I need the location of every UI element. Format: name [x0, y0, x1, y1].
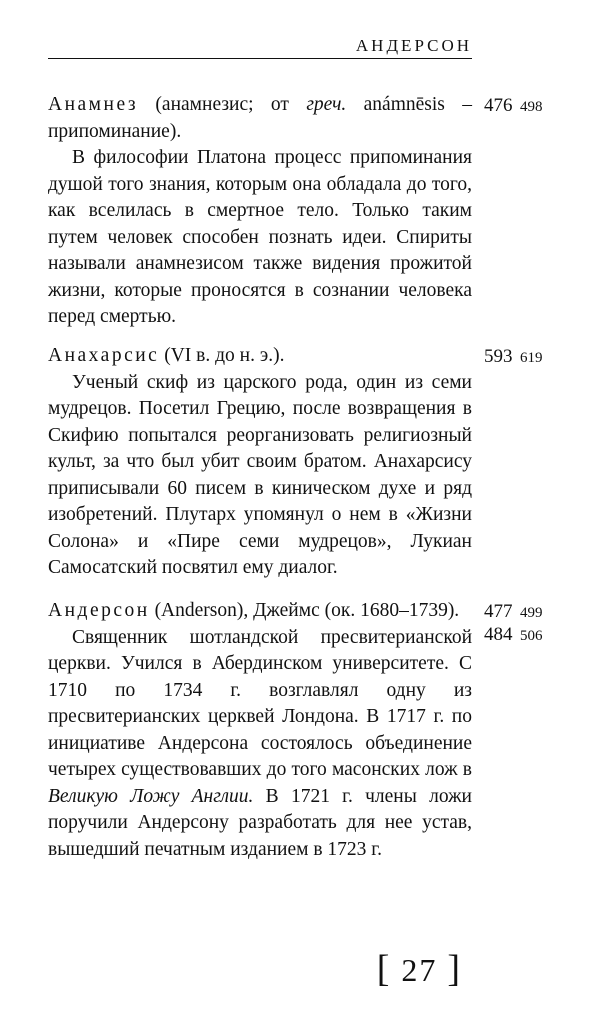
- entry-head-text: (анамнезис; от: [138, 94, 307, 115]
- entry-head: [48, 92, 472, 145]
- entry-head-text: (Anderson), Джеймс (ок. 1680–1739).: [149, 600, 460, 621]
- page-number: [377, 947, 462, 991]
- page-refs: [484, 601, 584, 647]
- ref-row: [484, 95, 584, 118]
- entry-head-text: (VI в. до н. э.).: [159, 345, 285, 366]
- entry-head: [48, 343, 472, 370]
- entry-headword: Анахарсис: [48, 345, 160, 366]
- entry-headword: Андерсон: [48, 600, 150, 621]
- folio-bracket-open: [: [376, 948, 392, 990]
- entry-anamnez: [48, 92, 472, 331]
- entry-body: [48, 625, 472, 864]
- ref-secondary: 619: [520, 350, 543, 366]
- entry-head-italic: греч.: [306, 94, 347, 115]
- ref-row: [484, 624, 584, 647]
- ref-primary: 484: [484, 624, 513, 645]
- folio-number: 27: [401, 952, 438, 988]
- entry-headword: Анамнез: [48, 94, 139, 115]
- entry-body-text: В 1721 г. члены ложи поручили Андерсону разработать для нее устав, вышедший печатным изданием в 1723 г.: [48, 785, 472, 860]
- entry-body-italic: Великую Ложу Англии.: [48, 785, 254, 807]
- header-rule: [48, 58, 472, 59]
- ref-primary: 476: [484, 95, 513, 116]
- entry-anacharsis: [48, 343, 472, 582]
- folio-bracket-close: ]: [447, 948, 462, 990]
- entry-head-text: anámnēsis – припоминание).: [48, 94, 472, 142]
- page-refs: [484, 95, 584, 118]
- ref-secondary: 506: [520, 628, 543, 644]
- entry-body: Ученый скиф из царского рода, один из семи мудрецов. Посетил Грецию, после возвращения в Скифию попытался реорганизовать религиозный культ, за что был убит своим братом. Анахарсису приписывали 60 писем в киническом духе и ряд изобретений. Плутарх упомянул о нем в «Жизни Солона» и «Пире семи мудрецов», Лукиан Самосатский посвятил ему диалог.: [48, 371, 472, 578]
- ref-row: [484, 601, 584, 624]
- entry-anderson: [48, 598, 472, 863]
- ref-secondary: 498: [520, 99, 543, 115]
- running-head: АНДЕРСОН: [355, 36, 472, 55]
- entry-body-text: Священник шотландской пресвитерианской церкви. Учился в Абердинском университете. С 1710 по 1734 г. возглавлял одну из пресвитерианских церквей Лондона. В 1717 г. по инициативе Андерсона состоялось объединение четырех существовавших до того масонских лож в: [48, 626, 472, 780]
- ref-primary: 477: [484, 601, 513, 622]
- entry-body: В философии Платона процесс припоминания душой того знания, которым она обладала до того, как вселилась в смертное тело. Только таким путем человек способен познать идеи. Спириты называли анамнезисом также видения прожитой жизни, которые проносятся в сознании человека перед смертью.: [48, 147, 472, 327]
- ref-row: [484, 346, 584, 369]
- entry-head: [48, 598, 472, 625]
- ref-secondary: 499: [520, 605, 543, 621]
- page-refs: [484, 346, 584, 369]
- ref-primary: 593: [484, 346, 513, 367]
